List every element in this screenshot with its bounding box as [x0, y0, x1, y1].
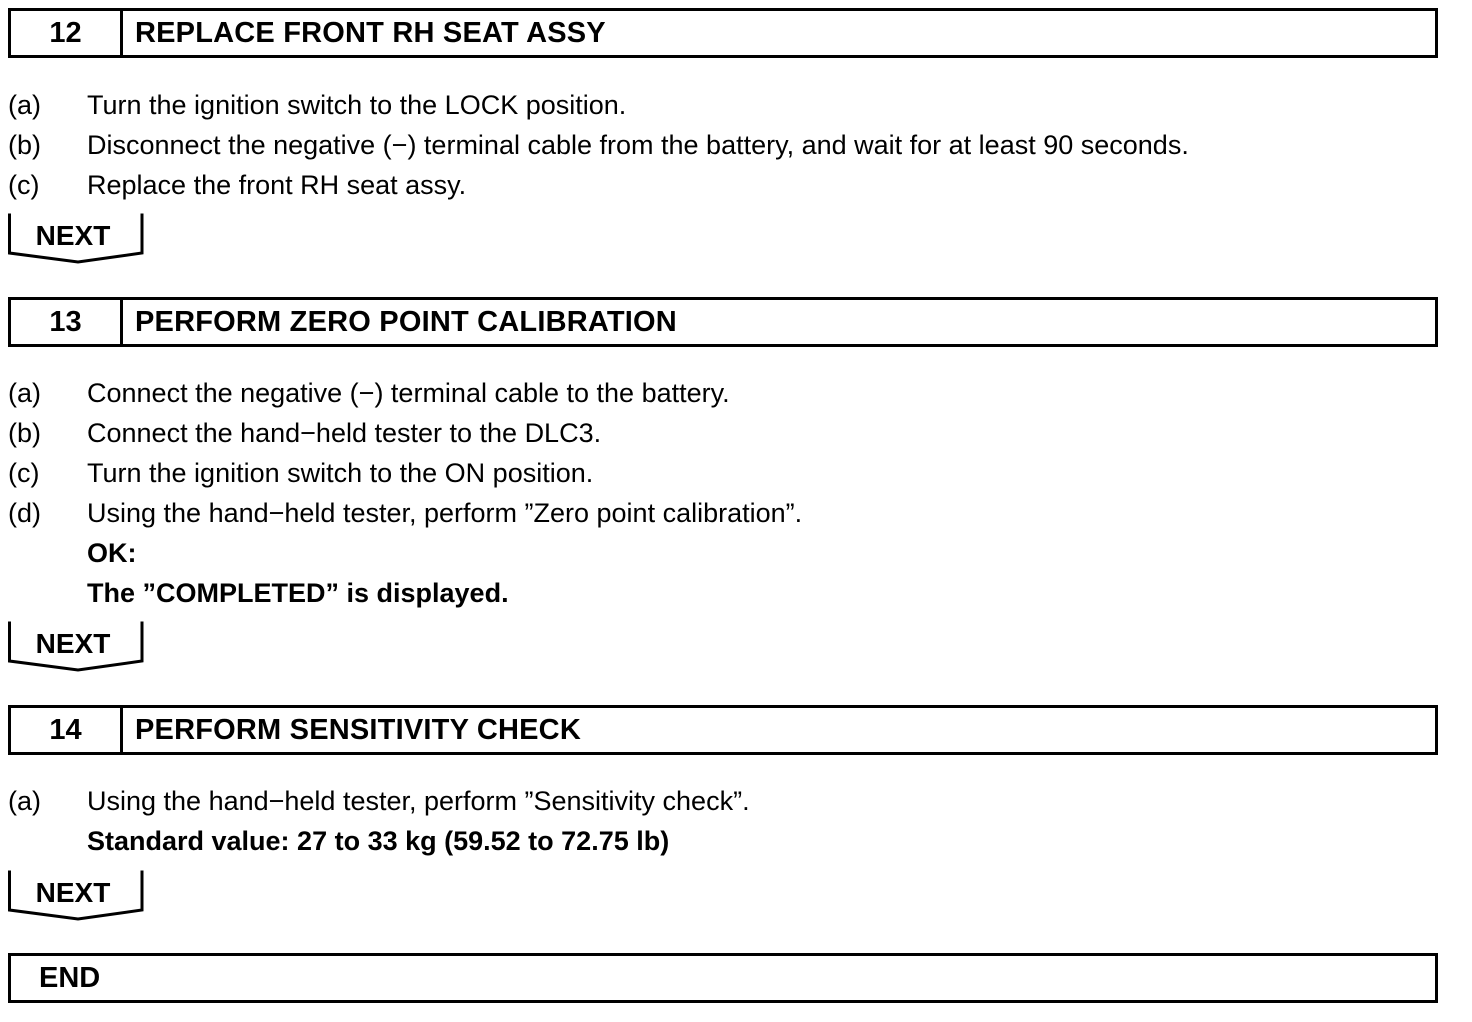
- item-letter: (b): [8, 418, 41, 448]
- next-label: NEXT: [35, 220, 111, 251]
- step-number: 13: [11, 300, 123, 344]
- end-box: [8, 953, 1438, 1003]
- next-label: NEXT: [35, 877, 111, 908]
- ok-text: The ”COMPLETED” is displayed.: [87, 578, 509, 608]
- step-title: PERFORM SENSITIVITY CHECK: [135, 713, 581, 746]
- step-14-header: [8, 705, 1438, 755]
- item-text: Disconnect the negative (−) terminal cable from the battery, and wait for at least 90 seconds.: [87, 130, 1189, 160]
- list-item: [8, 165, 466, 205]
- next-button[interactable]: [8, 212, 144, 264]
- item-letter: (d): [8, 498, 41, 528]
- item-text: Connect the hand−held tester to the DLC3.: [87, 418, 602, 448]
- step-13-header: [8, 297, 1438, 347]
- item-text: Using the hand−held tester, perform ”Sensitivity check”.: [87, 786, 750, 816]
- item-letter: (a): [8, 786, 41, 816]
- end-label: END: [39, 961, 101, 994]
- list-item: [8, 125, 1189, 165]
- item-text: Turn the ignition switch to the LOCK position.: [87, 90, 627, 120]
- list-item: [8, 493, 802, 533]
- step-title: REPLACE FRONT RH SEAT ASSY: [135, 16, 606, 49]
- next-label: NEXT: [35, 628, 111, 659]
- item-letter: (a): [8, 90, 41, 120]
- step-12-header: [8, 8, 1438, 58]
- list-item: [8, 373, 730, 413]
- item-letter: (c): [8, 458, 40, 488]
- step-title: PERFORM ZERO POINT CALIBRATION: [135, 305, 677, 338]
- item-text: Using the hand−held tester, perform ”Zero point calibration”.: [87, 498, 803, 528]
- item-text: Connect the negative (−) terminal cable to the battery.: [87, 378, 730, 408]
- step-number: 12: [11, 11, 123, 55]
- item-letter: (c): [8, 170, 40, 200]
- next-button[interactable]: [8, 620, 144, 672]
- next-button[interactable]: [8, 869, 144, 921]
- list-item: [8, 781, 750, 821]
- step-number: 14: [11, 708, 123, 752]
- ok-label: OK:: [87, 538, 137, 568]
- item-text: Turn the ignition switch to the ON position.: [87, 458, 594, 488]
- list-item: [8, 413, 601, 453]
- standard-value: Standard value: 27 to 33 kg (59.52 to 72.75 lb): [87, 826, 670, 856]
- item-letter: (b): [8, 130, 41, 160]
- list-item: [8, 85, 626, 125]
- list-item: [8, 453, 593, 493]
- item-text: Replace the front RH seat assy.: [87, 170, 467, 200]
- item-letter: (a): [8, 378, 41, 408]
